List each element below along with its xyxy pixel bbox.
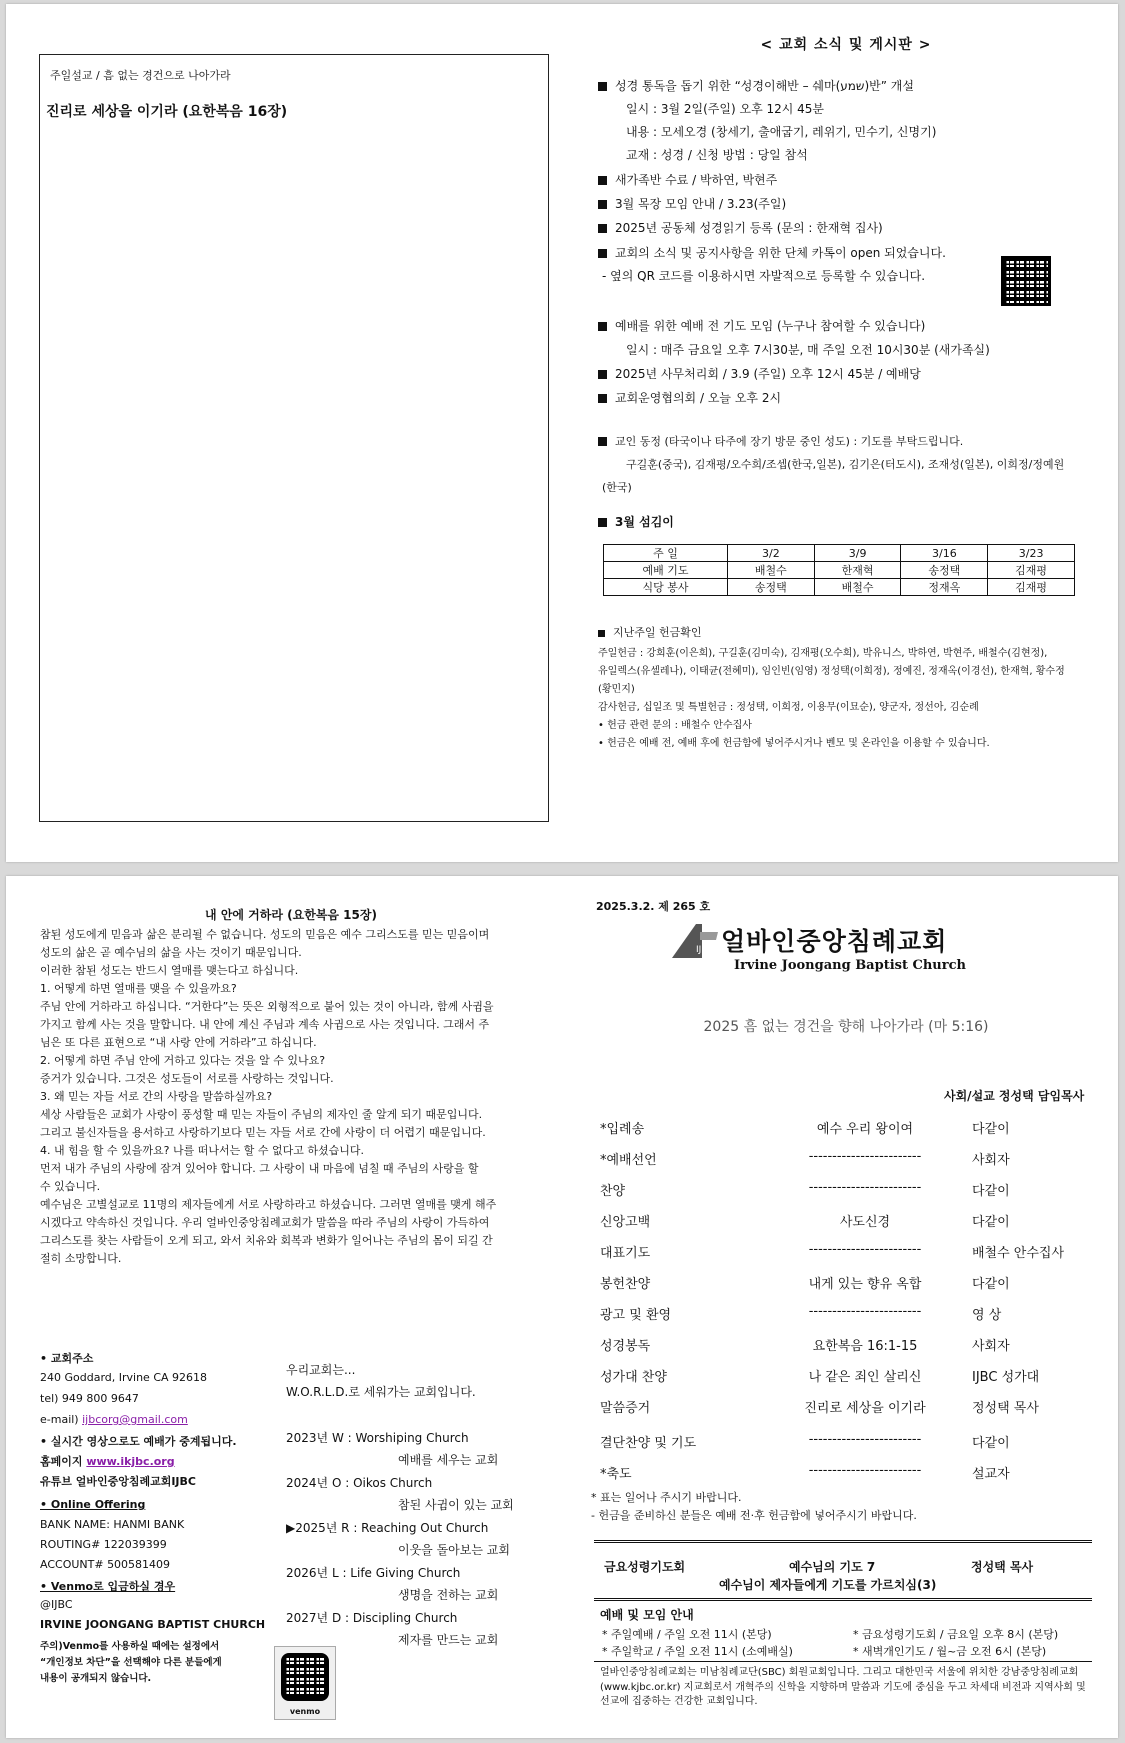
table-row [604,579,1075,596]
online-offering-heading: • Online Offering [40,1498,146,1511]
square-bullet-icon [598,82,607,91]
world-desc: 예배를 세우는 교회 [398,1453,499,1467]
divider [594,1540,1092,1543]
church-phone: tel) 949 800 9647 [40,1392,139,1405]
square-bullet-icon [598,518,607,527]
news-item: 교회의 소식 및 공지사항을 위한 단체 카톡이 open 되었습니다. [598,244,946,261]
square-bullet-icon [598,322,607,331]
address-heading: • 교회주소 [40,1352,94,1365]
world-year: 2026년 L : Life Giving Church [286,1566,461,1580]
news-item: 3월 목장 모임 안내 / 3.23(주일) [598,195,786,212]
devotion-line: 증거가 있습니다. 그것은 성도들이 서로를 사랑하는 것입니다. [40,1072,334,1085]
account-number: ACCOUNT# 500581409 [40,1558,171,1571]
devotion-line: 그리스도를 찾는 사람들이 오게 되고, 와서 치유와 회복과 변화가 일어나는 주님의 몸이 되길 간 [40,1234,493,1247]
table-row [604,562,1075,579]
venmo-qr-icon [281,1653,329,1701]
venmo-note: 주의)Venmo를 사용하실 때에는 설정에서 [40,1641,220,1652]
news-item: 교회운영협의회 / 오늘 오후 2시 [598,389,781,406]
venmo-qr-code[interactable] [274,1646,336,1720]
square-bullet-icon [598,249,607,258]
venmo-note: 내용이 공개되지 않습니다. [40,1673,152,1684]
world-desc: 이웃을 돌아보는 교회 [398,1543,510,1557]
news-item: 교재 : 성경 / 신청 방법 : 당일 참석 [626,148,808,162]
youtube-channel: 유튜브 얼바인중앙침례교회IJBC [40,1475,196,1488]
homepage-row: 홈페이지 www.ikjbc.org [40,1455,175,1468]
duty-table-header [604,545,1075,562]
table-cell: 김재평 [988,579,1075,596]
church-name-korean: 얼바인중앙침례교회 [721,927,948,956]
devotion-line: 이러한 참된 성도는 반드시 열매를 맺는다고 하십니다. [40,964,299,977]
offering-line: 주일헌금 : 강희훈(이은희), 구길훈(김미숙), 김재평(오수희), 박유니스, 박하연, 박현주, 배철수(김현정), [598,648,1048,659]
friday-topic: 예수님의 기도 7 [789,1560,876,1574]
table-header-cell: 3/9 [814,545,901,562]
bulletin-page-2: 내 안에 거하라 (요한복음 15장) 참된 성도에게 믿음과 삶은 분리될 수 없습니다. 성도의 믿음은 예수 그리스도를 믿는 믿음이며 성도의 삶은 곧 예수님의 삶을 사는 것이기 때문입니다. 이러한 참된 성도는 반드시 열매를 맺는다고 하십니다. 1. 어떻게 하면 열매를 맺을 수 있을까요? 주님 안에 거하라고 하십니다. “거한다”는 뜻은 외형적으로 붙어 있는 것이 아니라, 함께 사귐을 가지고 함께 사는 것을 말합니다. 내 안에 계신 주님과 계속 사귐으로 사는 것입니다. 그래서 주 님은 또 다른 표현으로 “내 사랑 안에 거하라”고 하십니다. 2. 어떻게 하면 주님 안에 거하고 있다는 것을 알 수 있나요? 증거가 있습니다. 그것은 성도들이 서로를 사랑하는 것입니다. 3. 왜 믿는 자들 서로 간의 사랑을 말씀하실까요? 세상 사람들은 교회가 사랑이 풍성할 때 믿는 자들이 주님의 제자인 줄 알게 되기 때문입니다. 그리고 불신자들을 용서하고 사랑하기보다 믿는 자들 서로 간에 사랑이 더 어렵기 때문입니다. 4. 내 힘을 할 수 있을까요? 나를 떠나서는 할 수 없다고 하셨습니다. 먼저 내가 주님의 사랑에 잠겨 있어야 합니다. 그 사랑이 내 마음에 넘칠 때 주님의 사랑을 할 수 있습니다. 예수님은 고별설교로 11명의 제자들에게 서로 사랑하라고 하셨습니다. 그러면 열매를 맺게 해주 시겠다고 약속하신 것입니다. 우리 얼바인중앙침례교회가 말씀을 따라 주님의 사랑이 가득하여 그리스도를 찾는 사람들이 오게 되고, 와서 치유와 회복과 변화가 일어나는 주님의 몸이 되길 간 절히 소망합니다. • 교회주소 240 Goddard, Irvine CA 92618 tel) 949 800 9647 e-mail) ijbcorg@gmail.com • 실시간 영상으로도 예배가 중계됩니다. 홈페이지 www.ikjbc.org 유튜브 얼바인중앙침례교회IJBC • Online Offering BANK NAME: HANMI BANK ROUTING# 122039399 ACCOUNT# 500581409 • Venmo로 입금하실 경우 @IJBC IRVINE JOONGANG BAPTIST CHURCH 주의)Venmo를 사용하실 때에는 설정에서 “개인정보 차단”을 선택해야 다른 분들에게 내용이 공개되지 않습니다. venmo 우리교회는... W.O.R.L.D.로 세워가는 교회입니다. 2023년 W : Worshiping Church 예배를 세우는 교회 2024년 O : Oikos Church 참된 사귐이 있는 교회 ▶2025년 R : Reaching Out Church 이웃을 돌아보는 교회 2026년 L : Life Giving Church 생명을 전하는 교회 2027년 D : Discipling Church 제자를 만드는 교회 2025.3.2. 제 265 호 IJBC 얼바인중앙침례교회 Irvine Joongang Baptist Church 2025 흠 없는 경건을 향해 나아가라 (마 5:16) 사회/설교 정성택 담임목사 *입례송 예수 우리 왕이여 다같이 *예배선언 ------------------------ 사회자 찬양 ------------------------ 다같이 신앙고백 사도신경 다같이 대표기도 ------------------------ 배철수 안수집사 봉헌찬양 내게 있는 향유 옥합 다같이 광고 및 환영 ------------------------ 영 상 성경봉독 요한복음 16:1-15 사회자 성가대 찬양 나 같은 죄인 살리신 IJBC 성가대 말씀증거 진리로 세상을 이기라 정성택 목사 결단찬양 및 기도 ------------------------ 다같이 *축도 ------------------------ 설교자 * 표는 일어나 주시기 바랍니다. - 헌금을 준비하신 분들은 예배 전·후 헌금함에 넣어주시기 바랍니다. 금요성령기도회 예수님의 기도 7 정성택 목사 예수님이 제자들에게 기도를 가르치심(3) 예배 및 모임 안내 * 주일예배 / 주일 오전 11시 (본당) * 금요성령기도회 / 금요일 오후 8시 (본당) * 주일학교 / 주일 오전 11시 (소예배실) * 새벽개인기도 / 월~금 오전 6시 (본당) 얼바인중앙침례교회는 미남침례교단(SBC) 회원교회입니다. 그리고 대한민국 서울에 위치한 강남중앙침례교회(www.kjbc.or.kr) 지교회로서 개혁주의 신학을 지향하며 말씀과 기도에 중심을 두고 차세대 비전과 지역사회 및 선교에 집중하는 건강한 교회입니다. [6,876,1118,1738]
news-item: 구길훈(중국), 김재평/오수희/조셉(한국,일본), 김기은(터도시), 조재성(일본), 이희정/정예원 [626,458,1065,471]
service-item: * 새벽개인기도 / 월~금 오전 6시 (본당) [853,1645,1047,1658]
duty-heading: 3월 섬김이 [598,513,674,530]
offering-line: (황민지) [598,684,635,695]
devotion-line: 먼저 내가 주님의 사랑에 잠겨 있어야 합니다. 그 사랑이 내 마음에 넘칠 때 주님의 사랑을 할 [40,1162,479,1175]
devotion-line: 4. 내 힘을 할 수 있을까요? 나를 떠나서는 할 수 없다고 하셨습니다. [40,1144,364,1157]
devotion-line: 3. 왜 믿는 자들 서로 간의 사랑을 말씀하실까요? [40,1090,273,1103]
church-email-row: e-mail) ijbcorg@gmail.com [40,1413,188,1426]
square-bullet-icon [598,224,607,233]
world-intro: 우리교회는... [286,1363,356,1377]
table-header-cell: 주 일 [604,545,728,562]
devotion-line: 예수님은 고별설교로 11명의 제자들에게 서로 사랑하라고 하셨습니다. 그러면 열매를 맺게 해주 [40,1198,497,1211]
world-desc: 제자를 만드는 교회 [398,1633,499,1647]
service-leader: 사회/설교 정성택 담임목사 [944,1089,1085,1103]
table-cell: 예배 기도 [604,562,728,579]
devotion-line: 주님 안에 거하라고 하십니다. “거한다”는 뜻은 외형적으로 붙어 있는 것이 아니라, 함께 사귐을 [40,1000,494,1013]
church-name-english: Irvine Joongang Baptist Church [734,958,966,973]
devotion-line: 1. 어떻게 하면 열매를 맺을 수 있을까요? [40,982,237,995]
news-item: (한국) [602,481,632,494]
world-year: 2027년 D : Discipling Church [286,1611,458,1625]
table-cell: 김재평 [988,562,1075,579]
news-item: - 옆의 QR 코드를 이용하시면 자발적으로 등록할 수 있습니다. [602,269,926,283]
offering-heading: 지난주일 헌금확인 [598,624,702,640]
service-item: * 금요성령기도회 / 금요일 오후 8시 (본당) [853,1628,1059,1641]
table-header-cell: 3/16 [901,545,988,562]
divider [594,1598,1092,1601]
devotion-line: 성도의 삶은 곧 예수님의 삶을 사는 것이기 때문입니다. [40,946,302,959]
devotion-line: 참된 성도에게 믿음과 삶은 분리될 수 없습니다. 성도의 믿음은 예수 그리스도를 믿는 믿음이며 [40,928,490,941]
devotion-line: 세상 사람들은 교회가 사랑이 풍성할 때 믿는 자들이 주님의 제자인 줄 알게 되기 때문입니다. [40,1108,483,1121]
homepage-link[interactable]: www.ikjbc.org [86,1455,175,1468]
venmo-id: @IJBC [40,1598,73,1611]
news-item: 2025년 사무처리회 / 3.9 (주일) 오후 12시 45분 / 예배당 [598,365,921,382]
square-bullet-icon [598,200,607,209]
square-bullet-icon [598,394,607,403]
sermon-kicker: 주일설교 / 흠 없는 경건으로 나아가라 [50,69,231,82]
venmo-name: IRVINE JOONGANG BAPTIST CHURCH [40,1618,266,1631]
yearly-theme: 2025 흠 없는 경건을 향해 나아가라 (마 5:16) [703,1019,989,1035]
email-link[interactable]: ijbcorg@gmail.com [82,1413,188,1426]
square-bullet-icon [598,437,607,446]
devotion-line: 2. 어떻게 하면 주님 안에 거하고 있다는 것을 알 수 있나요? [40,1054,326,1067]
offering-line: • 헌금은 예배 전, 예배 후에 헌금함에 넣어주시거나 벤모 및 온라인을 이용할 수 있습니다. [598,738,990,749]
church-address: 240 Goddard, Irvine CA 92618 [40,1371,208,1384]
sermon-title: 진리로 세상을 이기라 (요한복음 16장) [46,104,288,120]
world-intro: W.O.R.L.D.로 세워가는 교회입니다. [286,1385,476,1399]
duty-table [603,544,1075,596]
world-desc: 참된 사귐이 있는 교회 [398,1498,514,1512]
services-heading: 예배 및 모임 안내 [600,1608,694,1622]
table-cell: 한재혁 [814,562,901,579]
table-cell: 배철수 [814,579,901,596]
news-heading: < 교회 소식 및 게시판 > [760,37,932,53]
logo-text: IJBC [696,945,714,955]
venmo-note: “개인정보 차단”을 선택해야 다른 분들에게 [40,1657,222,1668]
kakao-qr-code-icon[interactable] [1001,256,1051,306]
bulletin-page-1 [6,4,1118,862]
square-bullet-icon [598,370,607,379]
offering-line: • 헌금 관련 문의 : 배철수 안수집사 [598,720,752,731]
world-year: ▶2025년 R : Reaching Out Church [286,1521,489,1535]
service-item: * 주일학교 / 주일 오전 11시 (소예배실) [602,1645,793,1658]
news-item: 예배를 위한 예배 전 기도 모임 (누구나 참여할 수 있습니다) [598,317,925,334]
world-year: 2023년 W : Worshiping Church [286,1431,469,1445]
news-item: 새가족반 수료 / 박하연, 박현주 [598,171,777,188]
standing-note: * 표는 일어나 주시기 바랍니다. [591,1491,742,1504]
news-item: 성경 통독을 돕기 위한 “성경이해반 – 쉐마(שמע)반” 개설 [598,77,914,94]
devotion-title: 내 안에 거하라 (요한복음 15장) [205,908,377,922]
routing-number: ROUTING# 122039399 [40,1538,167,1551]
offering-line: 유일렉스(유셀레나), 이태균(전혜미), 임인빈(임영) 정성택(이희정), 정예진, 정재옥(이경선), 한재혁, 황수정 [598,666,1065,677]
offering-line: 감사헌금, 십일조 및 특별헌금 : 정성택, 이희정, 이용무(이묘순), 양군자, 정선아, 김순례 [598,702,979,713]
square-bullet-icon [598,630,605,637]
news-item: 일시 : 매주 금요일 오후 7시30분, 매 주일 오전 10시30분 (새가족실) [626,343,990,357]
world-desc: 생명을 전하는 교회 [398,1588,499,1602]
table-cell: 송정택 [901,562,988,579]
live-stream-notice: • 실시간 영상으로도 예배가 중계됩니다. [40,1435,237,1448]
venmo-logo: venmo [289,1707,321,1716]
square-bullet-icon [598,176,607,185]
table-cell: 식당 봉사 [604,579,728,596]
church-description: 얼바인중앙침례교회는 미남침례교단(SBC) 회원교회입니다. 그리고 대한민국 서울에 위치한 강남중앙침례교회(www.kjbc.or.kr) 지교회로서 개혁주의 신학을 지향하며 말씀과 기도에 중심을 두고 차세대 비전과 지역사회 및 선교에 집중하는 건강한 교회입니다. [600,1667,1086,1707]
news-item: 2025년 공동체 성경읽기 등록 (문의 : 한재혁 집사) [598,219,883,236]
offering-note: - 헌금을 준비하신 분들은 예배 전·후 헌금함에 넣어주시기 바랍니다. [591,1509,917,1522]
devotion-line: 시겠다고 약속하신 것입니다. 우리 얼바인중앙침례교회가 말씀을 따라 주님의 사랑이 가득하여 [40,1216,490,1229]
news-item: 일시 : 3월 2일(주일) 오후 12시 45분 [626,102,825,116]
news-item: 내용 : 모세오경 (창세기, 출애굽기, 레위기, 민수기, 신명기) [626,125,937,139]
devotion-line: 그리고 불신자들을 용서하고 사랑하기보다 믿는 자들 서로 간에 사랑이 더 어렵기 때문입니다. [40,1126,486,1139]
table-header-cell: 3/2 [728,545,815,562]
issue-number: 2025.3.2. 제 265 호 [596,900,711,913]
devotion-line: 님은 또 다른 표현으로 “내 사랑 안에 거하라”고 하십니다. [40,1036,317,1049]
friday-subtopic: 예수님이 제자들에게 기도를 가르치심(3) [719,1578,937,1592]
venmo-heading: • Venmo로 입금하실 경우 [40,1580,176,1593]
friday-prayer-label: 금요성령기도회 [604,1560,686,1574]
friday-leader: 정성택 목사 [971,1560,1034,1574]
devotion-line: 절히 소망합니다. [40,1252,122,1265]
table-cell: 정재옥 [901,579,988,596]
table-cell: 배철수 [728,562,815,579]
bank-name: BANK NAME: HANMI BANK [40,1518,185,1531]
divider [594,1661,1092,1662]
sermon-notes-box [39,54,549,822]
table-header-cell: 3/23 [988,545,1075,562]
devotion-line: 수 있습니다. [40,1180,101,1193]
world-year: 2024년 O : Oikos Church [286,1476,433,1490]
service-item: * 주일예배 / 주일 오전 11시 (본당) [602,1628,772,1641]
news-item: 교인 동정 (타국이나 타주에 장기 방문 중인 성도) : 기도를 부탁드립니다. [598,433,963,449]
devotion-line: 가지고 함께 사는 것을 말합니다. 내 안에 계신 주님과 계속 사귐으로 사는 것입니다. 그래서 주 [40,1018,490,1031]
table-cell: 송정택 [728,579,815,596]
